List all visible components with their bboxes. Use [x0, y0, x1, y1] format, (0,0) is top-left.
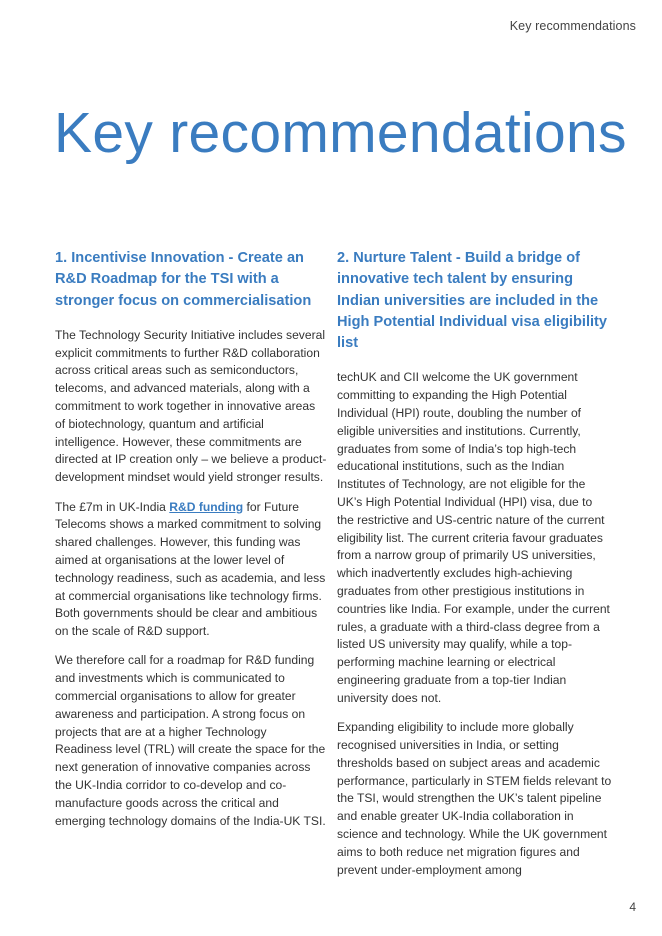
paragraph-text: for Future Telecoms shows a marked commitment to solving shared challenges. However, this funding was aimed at organisations at the lower level of technology readiness, such as academia, and less at commercial organisations like technology firms. Both governments should be clear and ambitious on the scale of R&D support. [55, 499, 326, 639]
talent-paragraph-2: Expanding eligibility to include more globally recognised universities in India, or setting thresholds based on subject areas and academic performance, particularly in STEM fields relevant to the TSI, would strengthen the UK’s talent pipeline and enable greater UK-India collaboration in science and technology. While the UK government aims to both reduce net migration figures and prevent under-employment among [337, 720, 612, 877]
section-heading-talent: 2. Nurture Talent - Build a bridge of innovative tech talent by ensuring Indian universities are included in the High Potential Individual visa eligibility list [337, 250, 608, 352]
talent-paragraph-1: techUK and CII welcome the UK government committing to expanding the High Potential Individual (HPI) route, doubling the number of eligible universities and institutions. Currently, graduates from some of India’s top high-tech educational institutions, such as the Indian Institutes of Technology, are not eligible for the UK’s High Potential Individual (HPI) visa, due to the restrictive and US-centric nature of the current eligibility list. The current criteria favour graduates from a narrow group of primarily US universities, which inadvertently excludes high-achieving graduates from other prestigious institutions in countries like India. For example, under the current rules, a graduate with a third-class degree from a listed US university may qualify, while a top-performing machine learning or electrical engineering graduate from a top-tier Indian university does not. [337, 370, 610, 705]
innovation-paragraph-3: We therefore call for a roadmap for R&D funding and investments which is communicated to commercial organisations to allow for greater awareness and participation. A strong focus on projects that are at a higher Technology Readiness level (TRL) will create the space for the next generation of innovative companies across the UK-India corridor to co-develop and co-manufacture goods across the critical and emerging technology domains of the India-UK TSI. [55, 653, 326, 828]
innovation-paragraph-1: The Technology Security Initiative includes several explicit commitments to further R&D collaboration across critical areas such as semiconductors, telecoms, and advanced materials, along with a commitment to work together in innovative areas of biotechnology, quantum and artificial intelligence. However, these commitments are directed at IP creation only – we believe a product-development mindset would yield stronger results. [55, 327, 327, 485]
left-column [55, 248, 327, 842]
right-column [337, 248, 612, 891]
section-heading-innovation: 1. Incentivise Innovation - Create an R&D Roadmap for the TSI with a stronger focus on commercialisation [55, 250, 312, 309]
page-title: Key recommendations [54, 101, 627, 165]
rd-funding-link[interactable]: R&D funding [169, 499, 244, 514]
page-number: 4 [629, 900, 636, 914]
innovation-paragraph-2 [55, 499, 327, 641]
running-header: Key recommendations [509, 19, 636, 33]
paragraph-text: The £7m in UK-India [55, 499, 170, 514]
